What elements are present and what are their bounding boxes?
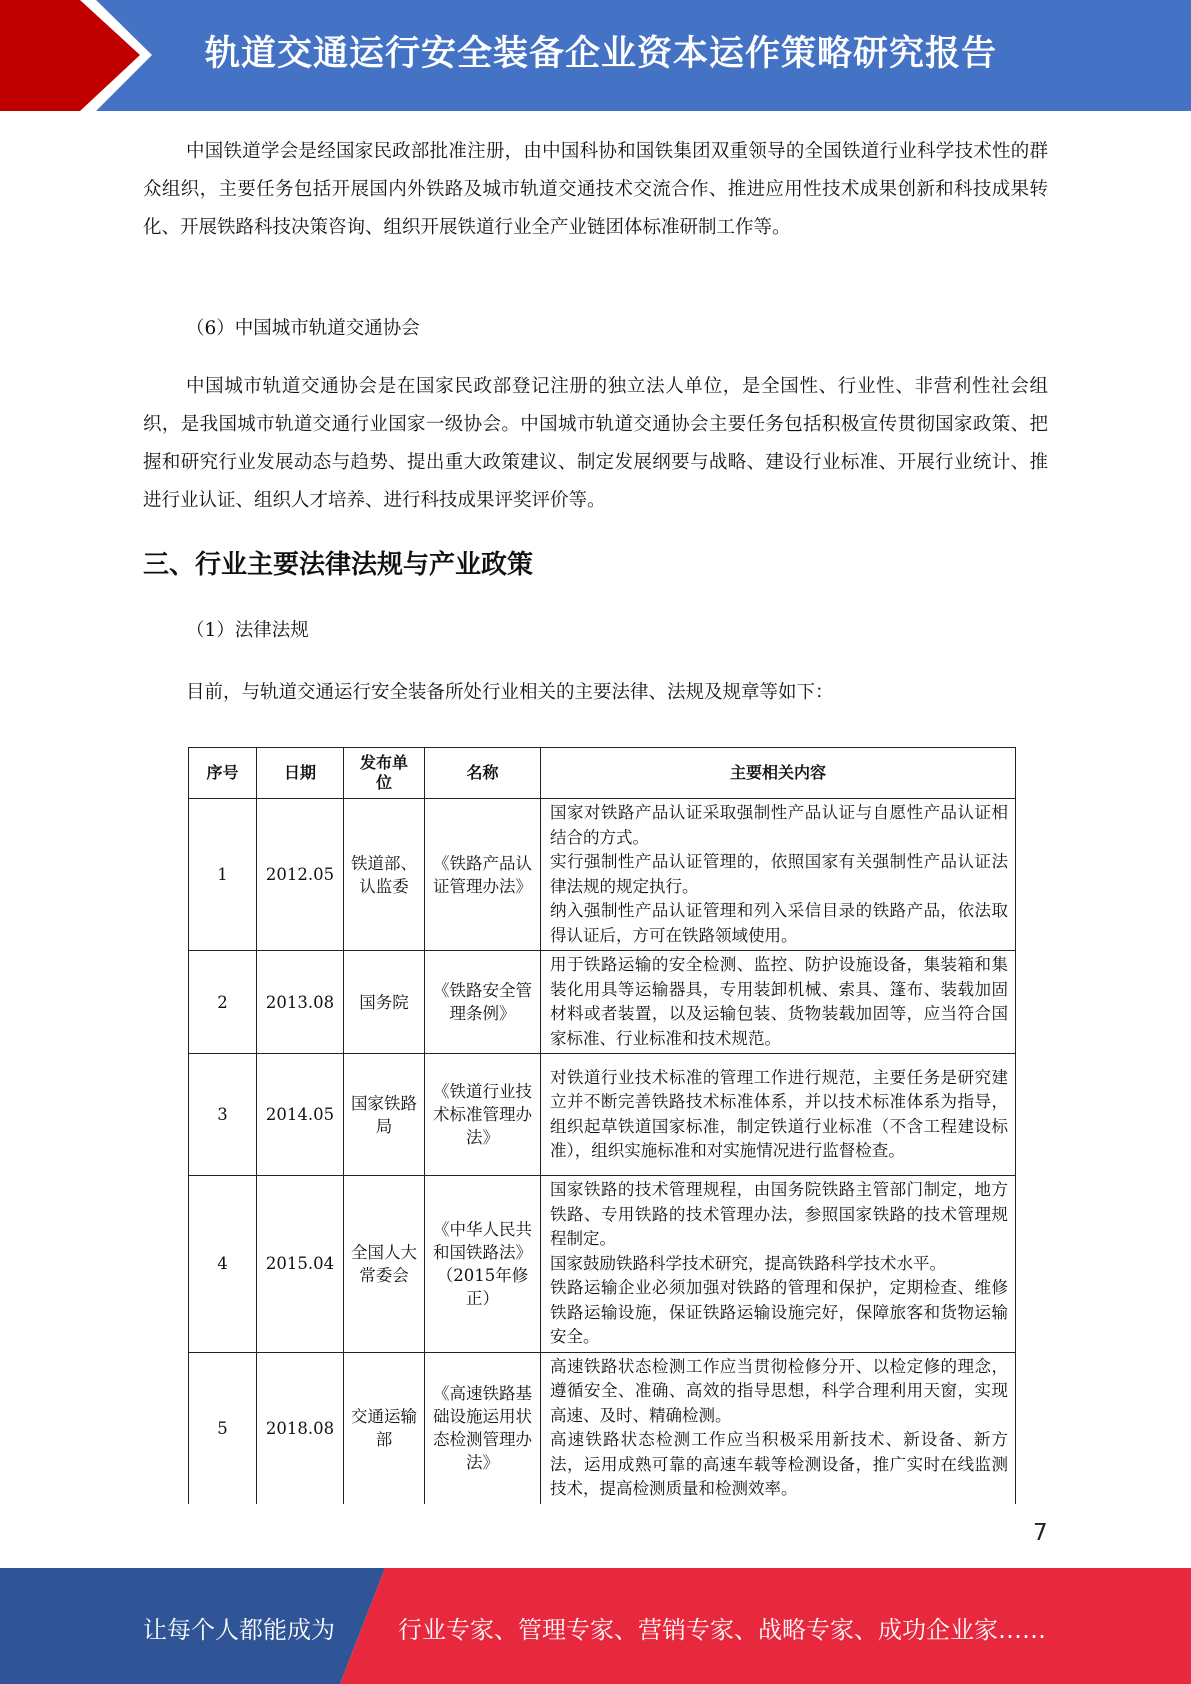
cell-date: 2015.04 [257,1176,344,1353]
paragraph-urban-transit-association: 中国城市轨道交通协会是在国家民政部登记注册的独立法人单位，是全国性、行业性、非营利性社会组织，是我国城市轨道交通行业国家一级协会。中国城市轨道交通协会主要任务包括积极宣传贯彻国家政策、把握和研究行业发展动态与趋势、提出重大政策建议、制定发展纲要与战略、建设行业标准、开展行业统计、推进行业认证、组织人才培养、进行科技成果评奖评价等。 [143,376,1048,511]
subheading-laws: （1）法律法规 [186,620,309,641]
header-content: 主要相关内容 [541,748,1016,799]
content-line: 国家对铁路产品认证采取强制性产品认证与自愿性产品认证相结合的方式。 [550,803,1008,847]
cell-issuer: 铁道部、认监委 [344,799,425,951]
table-row [189,1054,1016,1176]
cell-name: 《铁路产品认证管理办法》 [425,799,541,951]
cell-date: 2014.05 [257,1054,344,1176]
cell-issuer: 全国人大常委会 [344,1176,425,1353]
footer-slogan-left: 让每个人都能成为 [143,1616,335,1644]
subheading-urban-transit-association: （6）中国城市轨道交通协会 [186,318,420,339]
paragraph-railway-society: 中国铁道学会是经国家民政部批准注册，由中国科协和国铁集团双重领导的全国铁道行业科学技术性的群众组织，主要任务包括开展国内外铁路及城市轨道交通技术交流合作、推进应用性技术成果创新和科技成果转化、开展铁路科技决策咨询、组织开展铁道行业全产业链团体标准研制工作等。 [143,141,1048,238]
cell-no: 3 [189,1054,257,1176]
header-name: 名称 [425,748,541,799]
page-footer [0,1568,1191,1684]
cell-no: 1 [189,799,257,951]
cell-content [541,1054,1016,1176]
cell-issuer: 交通运输部 [344,1352,425,1504]
cell-name: 《中华人民共和国铁路法》（2015年修正） [425,1176,541,1353]
content-line: 国家铁路的技术管理规程，由国务院铁路主管部门制定，地方铁路、专用铁路的技术管理办法，参照国家铁路的技术管理规程制定。 [550,1180,1008,1248]
table-intro-text: 目前，与轨道交通运行安全装备所处行业相关的主要法律、法规及规章等如下： [186,682,834,703]
content-line: 高速铁路状态检测工作应当贯彻检修分开、以检定修的理念，遵循安全、准确、高效的指导思想，科学合理利用天窗，实现高速、及时、精确检测。 [550,1356,1008,1425]
cell-date: 2013.08 [257,951,344,1054]
cell-name: 《铁道行业技术标准管理办法》 [425,1054,541,1176]
content-line: 铁路运输企业必须加强对铁路的管理和保护，定期检查、维修铁路运输设施，保证铁路运输设施完好，保障旅客和货物运输安全。 [550,1278,1008,1346]
cell-date: 2012.05 [257,799,344,951]
cell-issuer: 国家铁路局 [344,1054,425,1176]
laws-table [188,747,1016,1504]
cell-content [541,799,1016,951]
cell-no: 4 [189,1176,257,1353]
section-heading-laws-policies: 三、行业主要法律法规与产业政策 [143,550,534,580]
header-issuer: 发布单位 [344,748,425,799]
content-line: 国家鼓励铁路科学技术研究，提高铁路科学技术水平。 [550,1253,946,1273]
header-red-chevron [0,0,148,111]
cell-date: 2018.08 [257,1352,344,1504]
content-line: 纳入强制性产品认证管理和列入采信目录的铁路产品，依法取得认证后，方可在铁路领域使用。 [550,901,1008,945]
content-line: 高速铁路状态检测工作应当积极采用新技术、新设备、新方法，运用成熟可靠的高速车载等检测设备，推广实时在线监测技术，提高检测质量和检测效率。 [550,1430,1008,1498]
cell-name: 《高速铁路基础设施运用状态检测管理办法》 [425,1352,541,1504]
header-date: 日期 [257,748,344,799]
cell-no: 5 [189,1352,257,1504]
table-row [189,1352,1016,1504]
table-row [189,799,1016,951]
cell-content [541,951,1016,1054]
footer-slogan-right: 行业专家、管理专家、营销专家、战略专家、成功企业家…… [398,1616,1046,1644]
content-line: 实行强制性产品认证管理的，依照国家有关强制性产品认证法律法规的规定执行。 [550,852,1008,896]
cell-issuer: 国务院 [344,951,425,1054]
content-line: 对铁道行业技术标准的管理工作进行规范，主要任务是研究建立并不断完善铁路技术标准体系，并以技术标准体系为指导，组织起草铁道国家标准，制定铁道行业标准（不含工程建设标准），组织实施标准和对实施情况进行监督检查。 [550,1067,1008,1160]
cell-no: 2 [189,951,257,1054]
cell-name: 《铁路安全管理条例》 [425,951,541,1054]
content-line: 用于铁路运输的安全检测、监控、防护设施设备，集装箱和集装化用具等运输器具，专用装卸机械、索具、篷布、装载加固材料或者装置，以及运输包装、货物装载加固等，应当符合国家标准、行业标准和技术规范。 [550,955,1008,1048]
header-no: 序号 [189,748,257,799]
cell-content [541,1352,1016,1504]
page-number: 7 [1033,1520,1048,1546]
cell-content [541,1176,1016,1353]
table-row [189,1176,1016,1353]
table-row [189,951,1016,1054]
page-header [0,0,1191,111]
table-header-row [189,748,1016,799]
report-title: 轨道交通运行安全装备企业资本运作策略研究报告 [205,34,998,74]
